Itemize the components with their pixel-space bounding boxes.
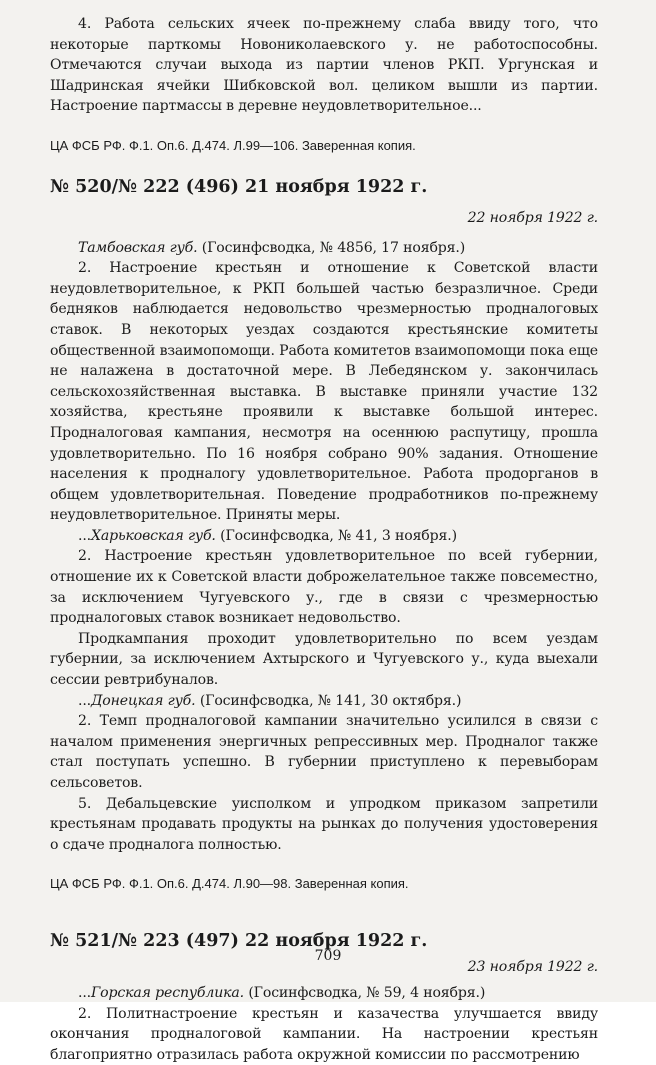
document-heading-520: № 520/№ 222 (496) 21 ноября 1922 г.: [50, 176, 428, 197]
document-date-520: 22 ноября 1922 г.: [467, 209, 598, 226]
archive-source-citation: ЦА ФСБ РФ. Ф.1. Оп.6. Д.474. Л.99—106. Заверенная копия.: [50, 137, 416, 153]
paragraph-donetsk-tempo: 2. Темп продналоговой кампании значительно усилился в связи с началом применения энергичных репрессивных мер. Продналог также стал поступать успешно. В губернии приступлено к перевыборам сельсоветов.: [50, 713, 598, 791]
region-line-kharkov: [50, 526, 598, 547]
region-line-donetsk: [50, 691, 598, 712]
page-content: [50, 14, 598, 1065]
region-ref-donetsk: (Госинфсводка, № 141, 30 октября.): [199, 692, 462, 709]
paragraph-party-cells: 4. Работа сельских ячеек по-прежнему слаба ввиду того, что некоторые парткомы Новониколаевского у. не работоспособны. Отмечаются случаи выхода из партии членов РКП. Ургунская и Шадринская ячейки Шибковской вол. целиком вышли из партии. Настроение партмассы в деревне неудовлетворительное...: [50, 16, 598, 115]
ellipsis-gorskaya: ...: [78, 984, 91, 1001]
paragraph-kharkov-campaign: Продкампания проходит удовлетворительно по всем уездам губернии, за исключением Ахтырского и Чугуевского у., куда выехали сессии ревтрибуналов.: [50, 630, 598, 689]
region-name-kharkov: Харьковская губ.: [91, 527, 216, 544]
region-ref-tambov: (Госинфсводка, № 4856, 17 ноября.): [201, 239, 466, 256]
region-line-tambov: [50, 238, 598, 259]
paragraph-kharkov-mood: 2. Настроение крестьян удовлетворительное по всей губернии, отношение их к Советской власти доброжелательное также повсеместно, за исключением Чугуевского у., где в связи с чрезмерностью продналоговых ставок возникает недовольство.: [50, 548, 598, 627]
archive-source-citation-2: ЦА ФСБ РФ. Ф.1. Оп.6. Д.474. Л.90—98. Заверенная копия.: [50, 876, 409, 892]
region-line-gorskaya: [50, 983, 598, 1004]
region-ref-gorskaya: (Госинфсводка, № 59, 4 ноября.): [248, 984, 486, 1001]
paragraph-debaltsevo-order: 5. Дебальцевские уисполком и упродком приказом запретили крестьянам продавать продукты на рынках до получения удостоверения о сдаче продналога полностью.: [50, 795, 598, 853]
document-heading-521: № 521/№ 223 (497) 22 ноября 1922 г.: [50, 931, 428, 952]
page-number: 709: [314, 948, 342, 964]
region-name-tambov: Тамбовская губ.: [78, 239, 198, 256]
region-ref-kharkov: (Госинфсводка, № 41, 3 ноября.): [220, 527, 457, 544]
ellipsis-donetsk: ...: [78, 692, 91, 709]
paragraph-gorskaya-mood: 2. Политнастроение крестьян и казачества улучшается ввиду окончания продналоговой кампании. На настроении крестьян благоприятно отразилась работа окружной комиссии по рассмотрению: [50, 1005, 598, 1063]
document-date-521: 23 ноября 1922 г.: [467, 959, 598, 976]
region-name-gorskaya: Горская республика.: [91, 984, 244, 1001]
paragraph-tambov-mood: 2. Настроение крестьян и отношение к Советской власти неудовлетворительное, к РКП большей частью безразличное. Среди бедняков наблюдается недовольство чрезмерностью продналоговых ставок. В некоторых уездах создаются крестьянские комитеты общественной взаимопомощи. Работа комитетов взаимопомощи пока еще не налажена в достаточной мере. В Лебедянском у. закончилась сельскохозяйственная выставка. В выставке приняли участие 132 хозяйства, крестьяне проявили к выставке большой интерес. Продналоговая кампания, несмотря на осеннюю распутицу, прошла удовлетворительно. По 16 ноября собрано 90% задания. Отношение населения к продналогу удовлетворительное. Работа продорганов в общем удовлетворительная. Поведение продработников по-прежнему неудовлетворительное. Приняты меры.: [50, 260, 598, 524]
region-name-donetsk: Донецкая губ.: [91, 692, 196, 709]
ellipsis-kharkov: ...: [78, 527, 91, 544]
